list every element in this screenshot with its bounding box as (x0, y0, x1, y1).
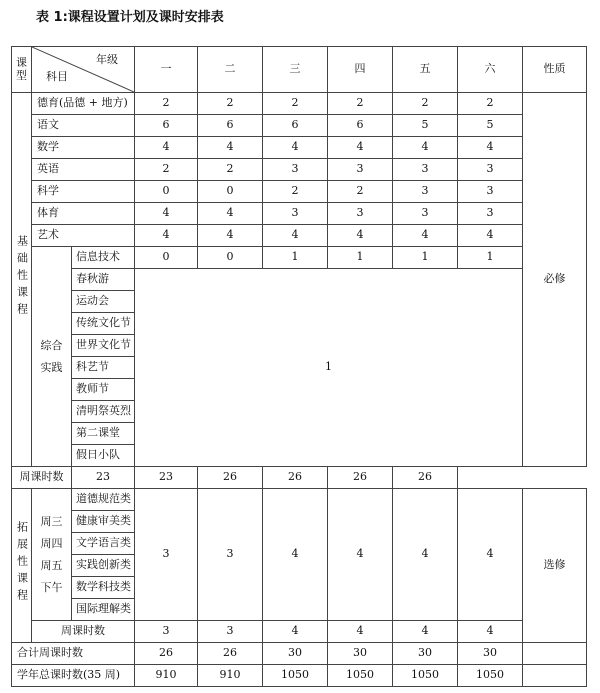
subject-label: 科目 (46, 69, 68, 83)
curriculum-table (11, 46, 587, 687)
group-label-text: 综合实践 (40, 338, 63, 374)
grade-header: 六 (458, 47, 523, 93)
value-cell: 3 (135, 621, 198, 643)
time-label-line: 周五 (40, 558, 63, 572)
value-cell: 2 (198, 159, 263, 181)
activity-name: 传统文化节 (72, 313, 135, 335)
time-label-line: 周四 (40, 536, 63, 550)
value-cell: 1 (393, 247, 458, 269)
grade-header: 三 (263, 47, 328, 93)
weekly-label: 周课时数 (32, 621, 135, 643)
expand-sub-name: 数学科技类 (72, 577, 135, 599)
diagonal-header (32, 47, 135, 93)
value-cell: 26 (135, 643, 198, 665)
group-label (32, 247, 72, 467)
activity-name: 第二课堂 (72, 423, 135, 445)
value-cell: 1050 (458, 665, 523, 687)
grade-header: 四 (328, 47, 393, 93)
value-cell: 0 (135, 181, 198, 203)
grade-header: 二 (198, 47, 263, 93)
activity-name: 清明祭英烈 (72, 401, 135, 423)
value-cell: 2 (263, 93, 328, 115)
table-row (12, 47, 587, 93)
value-cell: 2 (135, 93, 198, 115)
expand-time-label (32, 489, 72, 621)
grade-header: 一 (135, 47, 198, 93)
value-cell: 4 (328, 621, 393, 643)
type-header: 课型 (12, 47, 32, 93)
subject-name: 信息技术 (72, 247, 135, 269)
value-cell: 23 (72, 467, 135, 489)
table-row (12, 621, 587, 643)
value-cell: 6 (328, 115, 393, 137)
subject-name: 科学 (32, 181, 135, 203)
table-row (12, 203, 587, 225)
table-row (12, 159, 587, 181)
value-cell: 1050 (263, 665, 328, 687)
value-cell: 910 (135, 665, 198, 687)
expand-sub-name: 国际理解类 (72, 599, 135, 621)
time-label-line: 下午 (40, 580, 63, 594)
value-cell: 3 (328, 203, 393, 225)
subject-name: 数学 (32, 137, 135, 159)
value-cell: 0 (135, 247, 198, 269)
grade-label: 年级 (96, 53, 118, 66)
value-cell: 23 (135, 467, 198, 489)
value-cell: 4 (393, 225, 458, 247)
value-cell: 6 (135, 115, 198, 137)
value-cell: 2 (393, 93, 458, 115)
value-cell: 3 (328, 159, 393, 181)
basic-nature: 必修 (523, 93, 587, 467)
activity-name: 教师节 (72, 379, 135, 401)
value-cell: 4 (328, 225, 393, 247)
grade-header: 五 (393, 47, 458, 93)
value-cell: 4 (263, 489, 328, 621)
time-label-line: 周三 (40, 514, 63, 528)
value-cell: 3 (263, 203, 328, 225)
value-cell: 1 (328, 247, 393, 269)
value-cell: 30 (263, 643, 328, 665)
value-cell: 2 (135, 159, 198, 181)
expand-sub-name: 道德规范类 (72, 489, 135, 511)
weekly-label: 周课时数 (12, 467, 72, 489)
value-cell: 4 (458, 225, 523, 247)
value-cell: 5 (458, 115, 523, 137)
value-cell: 4 (393, 621, 458, 643)
value-cell: 6 (198, 115, 263, 137)
value-cell: 4 (198, 225, 263, 247)
value-cell: 2 (263, 181, 328, 203)
value-cell: 3 (458, 159, 523, 181)
value-cell: 3 (198, 489, 263, 621)
expand-nature: 选修 (523, 489, 587, 643)
value-cell: 2 (458, 93, 523, 115)
value-cell: 1050 (328, 665, 393, 687)
value-cell: 26 (263, 467, 328, 489)
value-cell: 3 (393, 159, 458, 181)
total-label: 学年总课时数(35 周) (12, 665, 135, 687)
table-row (12, 181, 587, 203)
empty-cell (523, 643, 587, 665)
value-cell: 26 (198, 643, 263, 665)
table-row (12, 137, 587, 159)
subject-name: 语文 (32, 115, 135, 137)
table-row (12, 247, 587, 269)
value-cell: 4 (328, 137, 393, 159)
value-cell: 26 (393, 467, 458, 489)
table-row (12, 269, 587, 291)
value-cell: 4 (263, 621, 328, 643)
value-cell: 3 (263, 159, 328, 181)
value-cell: 30 (458, 643, 523, 665)
activities-value: 1 (135, 269, 523, 467)
value-cell: 4 (263, 137, 328, 159)
value-cell: 2 (198, 93, 263, 115)
expand-type-label (12, 489, 32, 643)
expand-sub-name: 实践创新类 (72, 555, 135, 577)
activity-name: 春秋游 (72, 269, 135, 291)
value-cell: 4 (328, 489, 393, 621)
value-cell: 30 (328, 643, 393, 665)
value-cell: 4 (458, 137, 523, 159)
page-footer-cutoff (0, 684, 600, 693)
value-cell: 4 (458, 489, 523, 621)
basic-type-label (12, 93, 32, 467)
value-cell: 1 (263, 247, 328, 269)
expand-sub-name: 文学语言类 (72, 533, 135, 555)
table-row (12, 489, 587, 511)
value-cell: 3 (393, 203, 458, 225)
value-cell: 4 (198, 137, 263, 159)
activity-name: 科艺节 (72, 357, 135, 379)
value-cell: 5 (393, 115, 458, 137)
activity-name: 世界文化节 (72, 335, 135, 357)
subject-name: 艺术 (32, 225, 135, 247)
nature-header: 性质 (523, 47, 587, 93)
expand-sub-name: 健康审美类 (72, 511, 135, 533)
table-row (12, 643, 587, 665)
value-cell: 3 (458, 203, 523, 225)
vertical-label: 拓展性课程 (15, 521, 29, 607)
table-row (12, 93, 587, 115)
activity-name: 运动会 (72, 291, 135, 313)
value-cell: 2 (328, 93, 393, 115)
value-cell: 30 (393, 643, 458, 665)
value-cell: 3 (458, 181, 523, 203)
subject-name: 德育(品德 + 地方) (32, 93, 135, 115)
value-cell: 3 (393, 181, 458, 203)
value-cell: 6 (263, 115, 328, 137)
vertical-label: 基础性课程 (15, 235, 29, 321)
value-cell: 26 (198, 467, 263, 489)
value-cell: 4 (135, 137, 198, 159)
value-cell: 1 (458, 247, 523, 269)
value-cell: 4 (393, 489, 458, 621)
value-cell: 0 (198, 247, 263, 269)
table-row (12, 115, 587, 137)
value-cell: 4 (458, 621, 523, 643)
total-label: 合计周课时数 (12, 643, 135, 665)
value-cell: 1050 (393, 665, 458, 687)
value-cell: 4 (135, 203, 198, 225)
value-cell: 3 (135, 489, 198, 621)
value-cell: 4 (393, 137, 458, 159)
subject-name: 英语 (32, 159, 135, 181)
subject-name: 体育 (32, 203, 135, 225)
value-cell: 3 (198, 621, 263, 643)
value-cell: 26 (328, 467, 393, 489)
value-cell: 0 (198, 181, 263, 203)
value-cell: 4 (198, 203, 263, 225)
table-row (12, 225, 587, 247)
value-cell: 4 (263, 225, 328, 247)
table-caption: 表 1:课程设置计划及课时安排表 (36, 10, 224, 25)
activity-name: 假日小队 (72, 445, 135, 467)
value-cell: 4 (135, 225, 198, 247)
value-cell: 2 (328, 181, 393, 203)
value-cell: 910 (198, 665, 263, 687)
table-row (12, 467, 587, 489)
